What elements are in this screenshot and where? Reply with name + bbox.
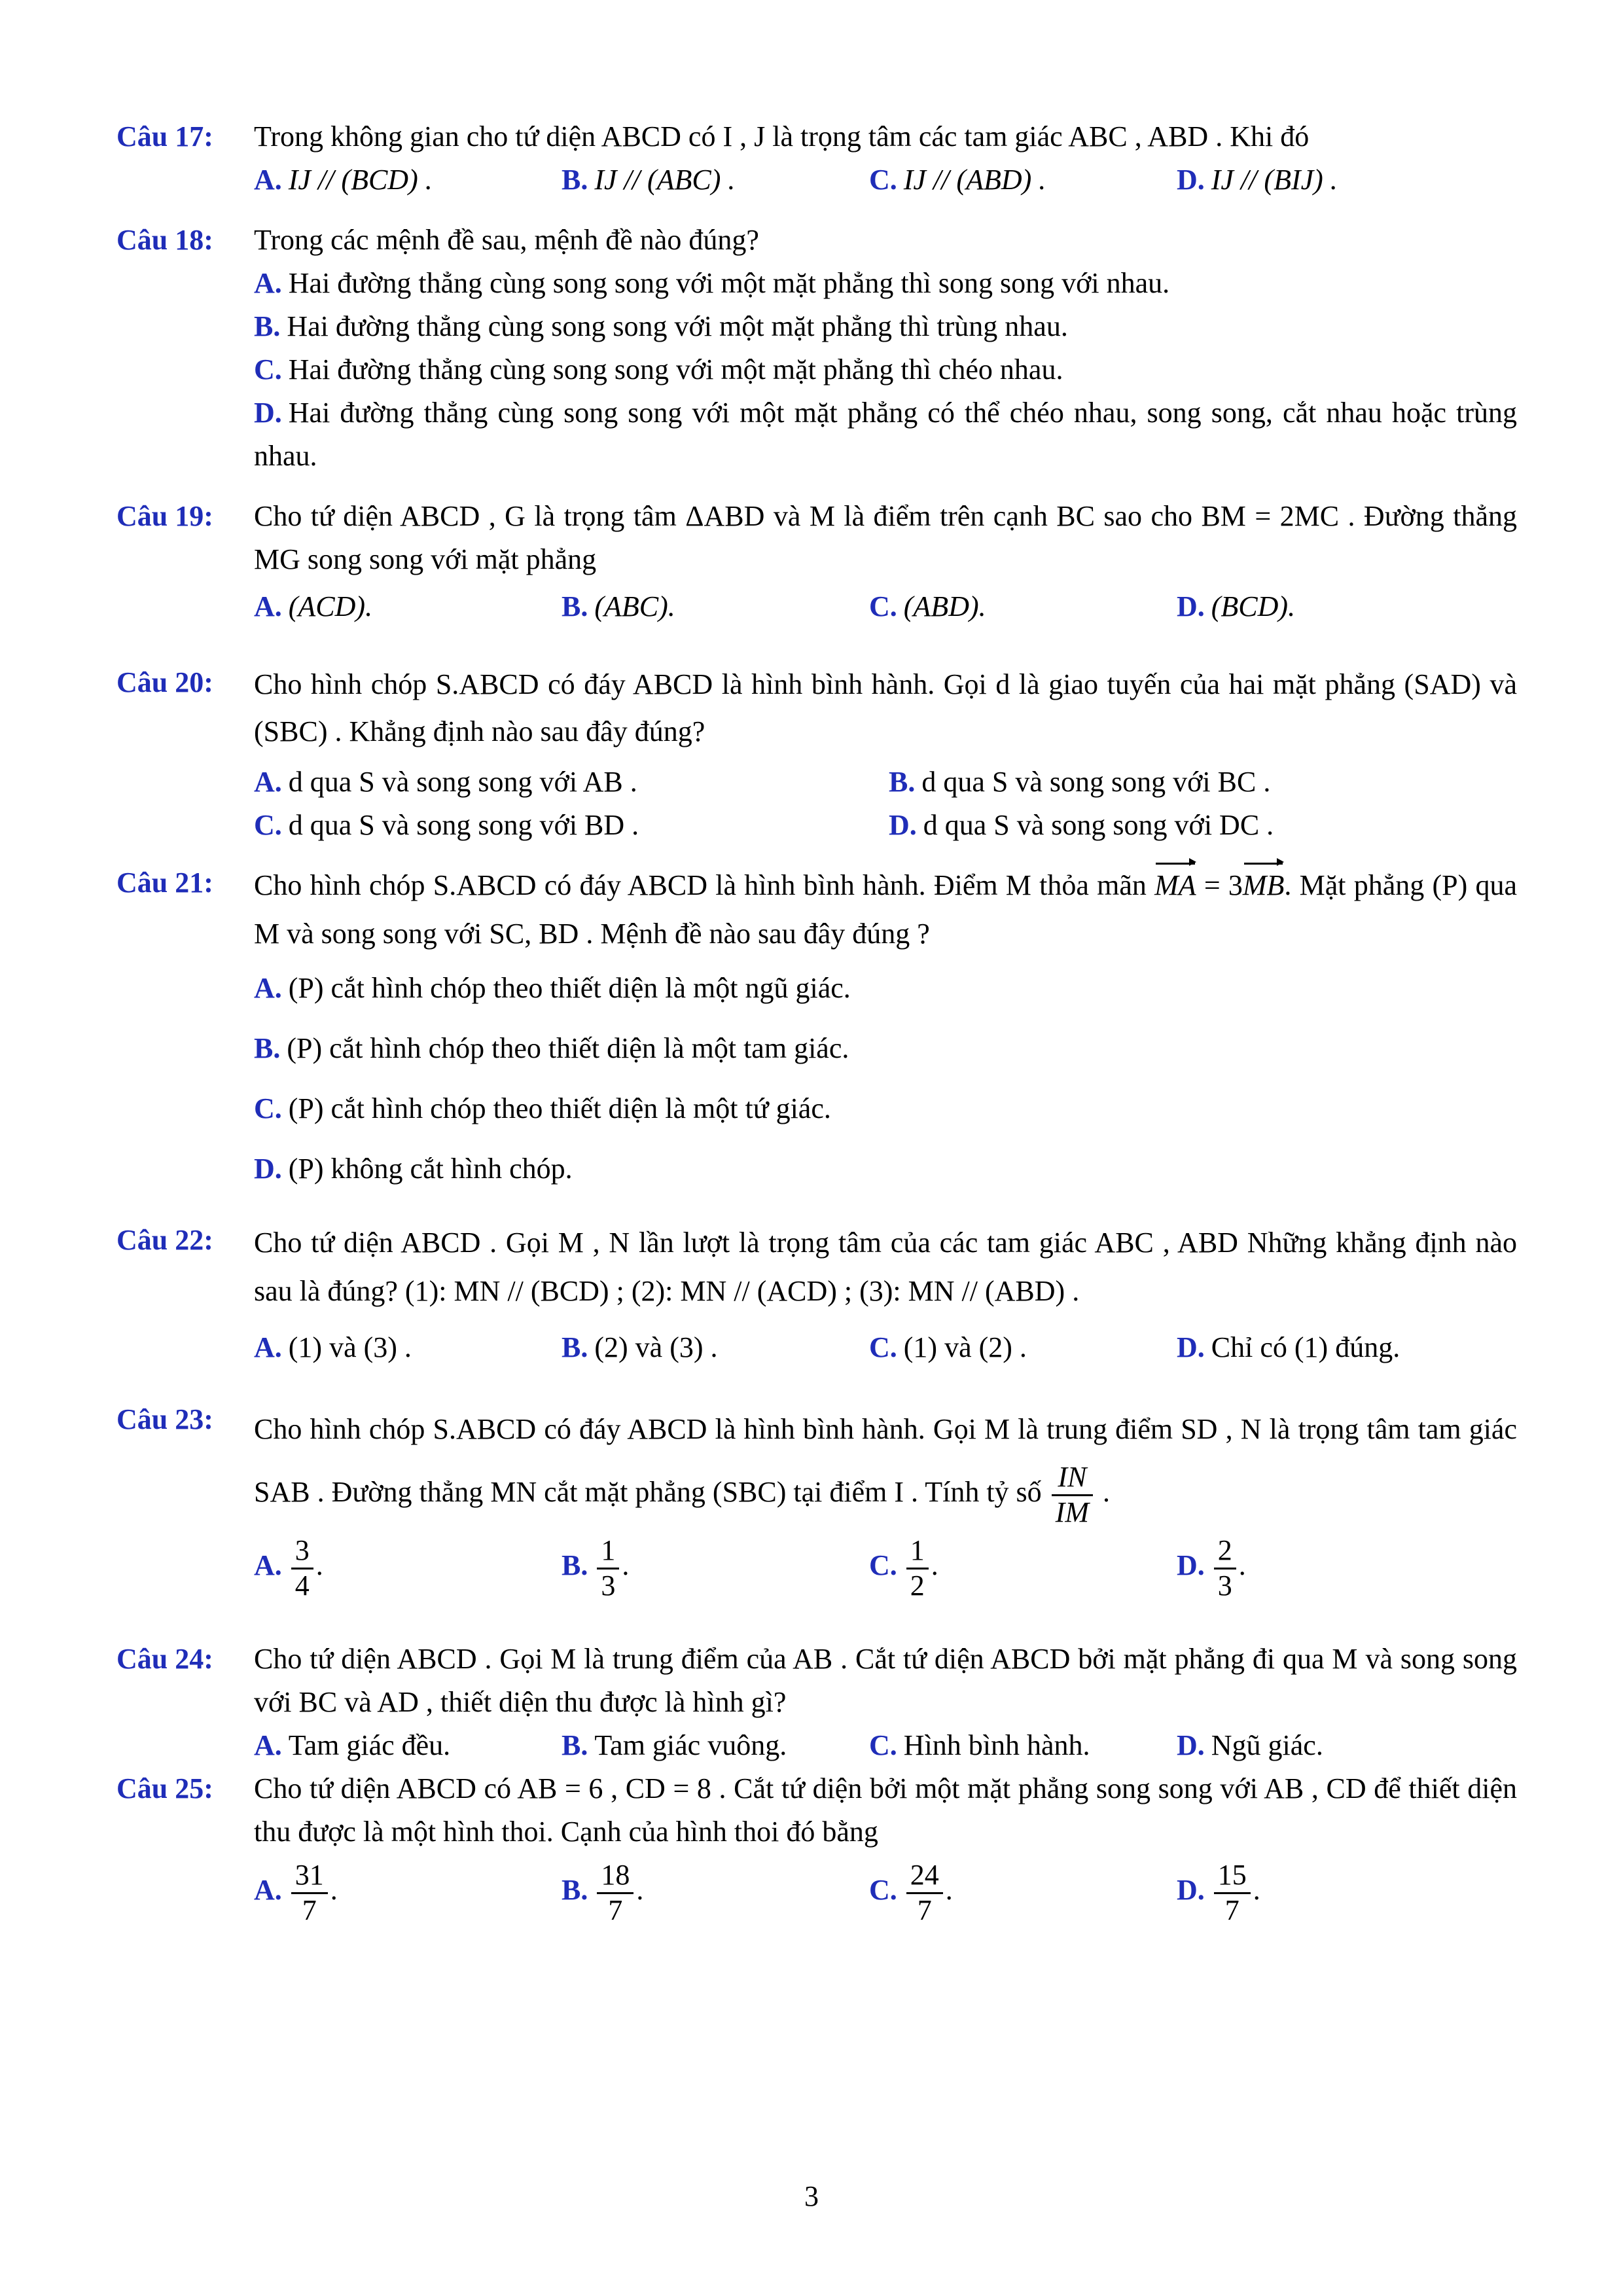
question-stem: Cho hình chóp S.ABCD có đáy ABCD là hình bình hành. Gọi M là trung điểm SD , N là trọng tâm tam giác SAB . Đường thẳng MN cắt mặt phẳng (SBC) tại điểm I . Tính tỷ số $\frac{IN}{IM}$ . (254, 1413, 1517, 1528)
option-text: (1) và (3) . (288, 1331, 412, 1363)
option-text: (ACD). (288, 590, 373, 622)
option-a[interactable]: A. $\frac{3}{4}$ . (254, 1534, 323, 1602)
option-letter: D. (254, 397, 282, 429)
question-label: Câu 17: (116, 120, 213, 152)
option-a[interactable] (254, 958, 1517, 1018)
option-b[interactable] (562, 158, 869, 202)
vector-ma: MA (1154, 861, 1196, 910)
option-letter: A. (254, 1874, 282, 1907)
option-text: (1) và (2) . (903, 1331, 1027, 1363)
fraction-numerator: 15 (1214, 1859, 1251, 1894)
option-text: (P) cắt hình chóp theo thiết diện là một tam giác. (287, 1032, 849, 1064)
option-letter: C. (869, 1549, 897, 1582)
option-letter: A. (254, 1331, 282, 1363)
option-letter: A. (254, 766, 282, 798)
options-row (254, 804, 1517, 847)
option-text: Tam giác vuông. (594, 1729, 787, 1761)
fraction-denominator: 3 (601, 1569, 616, 1602)
question-21 (116, 861, 1517, 1199)
fraction-numerator: 1 (906, 1534, 929, 1570)
option-text: Hai đường thẳng cùng song song với một mặt phẳng thì trùng nhau. (287, 310, 1068, 342)
stem-eq: = 3 (1204, 869, 1243, 901)
option-b[interactable] (562, 1326, 869, 1369)
question-stem: Cho hình chóp S.ABCD có đáy ABCD là hình bình hành. Gọi d là giao tuyến của hai mặt phẳng (SAD) và (SBC) . Khẳng định nào sau đây đúng? (254, 668, 1517, 747)
option-d[interactable] (1177, 158, 1484, 202)
option-a[interactable] (254, 1724, 562, 1767)
options-list (254, 958, 1517, 1199)
question-label: Câu 25: (116, 1772, 213, 1804)
question-stem: Cho tứ diện ABCD . Gọi M là trung điểm của AB . Cắt tứ diện ABCD bởi mặt phẳng đi qua M và song song với BC và AD , thiết diện thu được là hình gì? (254, 1643, 1517, 1718)
option-c[interactable] (869, 585, 1177, 628)
option-b[interactable] (254, 1018, 1517, 1079)
options-row (254, 1859, 1517, 1927)
question-23 (116, 1398, 1517, 1602)
stem-text: . Mặt phẳng (P) qua M và song song với SC, BD . Mệnh đề nào sau đây đúng ? (254, 869, 1518, 950)
option-a[interactable] (254, 761, 889, 804)
option-text: Ngũ giác. (1211, 1729, 1323, 1761)
option-c[interactable] (869, 1724, 1177, 1767)
question-label: Câu 18: (116, 224, 213, 256)
option-c[interactable] (254, 1079, 1517, 1139)
option-letter: A. (254, 267, 282, 299)
option-text: IJ // (ABD) . (903, 164, 1046, 196)
option-text: (P) không cắt hình chóp. (288, 1153, 573, 1185)
option-c[interactable] (254, 804, 889, 847)
option-fraction (291, 1534, 313, 1602)
question-stem: Cho tứ diện ABCD có AB = 6 , CD = 8 . Cắt tứ diện bởi một mặt phẳng song song với AB , CD để thiết diện thu được là một hình thoi. Cạnh của hình thoi đó bằng (254, 1772, 1517, 1848)
option-letter: A. (254, 972, 282, 1004)
option-letter: B. (889, 766, 916, 798)
fraction-denominator: 3 (1217, 1569, 1232, 1602)
option-letter: B. (254, 1032, 281, 1064)
option-c[interactable] (869, 1326, 1177, 1369)
question-stem (254, 861, 1517, 958)
option-d[interactable]: D. $\frac{15}{7}$ . (1177, 1859, 1260, 1926)
option-letter: C. (869, 1331, 897, 1363)
option-letter: C. (254, 1092, 282, 1124)
option-text: d qua S và song song với BD . (288, 809, 639, 841)
question-label: Câu 23: (116, 1403, 213, 1435)
options-list (254, 262, 1517, 478)
option-text: IJ // (BIJ) . (1211, 164, 1338, 196)
option-letter: C. (869, 1729, 897, 1761)
option-text: Hai đường thẳng cùng song song với một mặt phẳng thì song song với nhau. (288, 267, 1170, 299)
stem-text: Cho hình chóp S.ABCD có đáy ABCD là hình bình hành. Điểm M thỏa mãn (254, 869, 1147, 901)
option-c[interactable]: C. $\frac{24}{7}$ . (869, 1859, 953, 1926)
option-letter: D. (254, 1153, 282, 1185)
option-letter: B. (562, 1331, 588, 1363)
option-fraction (291, 1859, 328, 1927)
option-letter: D. (1177, 1331, 1205, 1363)
option-d[interactable] (1177, 585, 1484, 628)
option-text: Tam giác đều. (288, 1729, 451, 1761)
option-c[interactable]: C. $\frac{1}{2}$ . (869, 1534, 938, 1602)
option-fraction (1214, 1859, 1251, 1927)
options-row (254, 1326, 1517, 1369)
options-row (254, 585, 1517, 628)
option-d[interactable] (254, 391, 1517, 478)
question-17 (116, 115, 1517, 202)
fraction-numerator: IN (1052, 1461, 1093, 1496)
option-letter: C. (254, 353, 282, 386)
ratio-fraction (1052, 1461, 1093, 1529)
option-letter: B. (562, 1549, 588, 1582)
option-fraction (906, 1534, 929, 1602)
option-a[interactable] (254, 1326, 562, 1369)
option-letter: D. (1177, 590, 1205, 622)
option-text: (ABD). (903, 590, 986, 622)
options-row (254, 158, 1517, 202)
option-b[interactable]: B. $\frac{1}{3}$ . (562, 1534, 630, 1602)
fraction-denominator: 7 (302, 1893, 317, 1926)
option-b[interactable] (562, 1724, 869, 1767)
fraction-denominator: 2 (910, 1569, 925, 1602)
question-label: Câu 24: (116, 1643, 213, 1675)
option-fraction (1214, 1534, 1236, 1602)
option-text: Hai đường thẳng cùng song song với một mặt phẳng có thể chéo nhau, song song, cắt nhau hoặc trùng nhau. (254, 397, 1517, 472)
fraction-denominator: 7 (1224, 1893, 1240, 1926)
question-20 (116, 661, 1517, 847)
options-row (254, 761, 1517, 804)
option-letter: D. (1177, 164, 1205, 196)
options-row (254, 1724, 1517, 1767)
stem-text: Cho hình chóp S.ABCD có đáy ABCD là hình bình hành. Gọi M là trung điểm SD , N là trọng tâm tam giác SAB . Đường thẳng MN cắt mặt phẳng (SBC) tại điểm I . Tính tỷ số (254, 1413, 1517, 1509)
option-a[interactable]: A. $\frac{31}{7}$ . (254, 1859, 338, 1926)
option-b[interactable] (254, 305, 1517, 348)
option-letter: A. (254, 1729, 282, 1761)
option-text: Hai đường thẳng cùng song song với một mặt phẳng thì chéo nhau. (288, 353, 1063, 386)
fraction-numerator: 31 (291, 1859, 328, 1894)
option-text: Chỉ có (1) đúng. (1211, 1331, 1400, 1363)
option-letter: D. (1177, 1549, 1205, 1582)
option-d[interactable] (1177, 1724, 1484, 1767)
question-label: Câu 19: (116, 500, 213, 532)
question-25 (116, 1767, 1517, 1927)
option-text: IJ // (ABC) . (594, 164, 736, 196)
option-text: (BCD). (1211, 590, 1296, 622)
option-text: (P) cắt hình chóp theo thiết diện là một tứ giác. (288, 1092, 831, 1124)
page-number: 3 (804, 2180, 819, 2212)
question-stem: Cho tứ diện ABCD , G là trọng tâm ΔABD và M là điểm trên cạnh BC sao cho BM = 2MC . Đường thẳng MG song song với mặt phẳng (254, 500, 1517, 575)
question-24 (116, 1638, 1517, 1767)
option-c[interactable] (254, 348, 1517, 391)
option-letter: A. (254, 1549, 282, 1582)
fraction-numerator: 1 (597, 1534, 619, 1570)
question-stem: Cho tứ diện ABCD . Gọi M , N lần lượt là trọng tâm của các tam giác ABC , ABD Những khẳng định nào sau là đúng? (1): MN // (BCD) ; (2): MN // (ACD) ; (3): MN // (ABD) . (254, 1227, 1517, 1307)
option-b[interactable] (889, 761, 1524, 804)
option-letter: C. (869, 1874, 897, 1907)
option-letter: A. (254, 590, 282, 622)
option-letter: A. (254, 164, 282, 196)
option-fraction (906, 1859, 943, 1927)
option-letter: B. (562, 1874, 588, 1907)
fraction-denominator: 7 (608, 1893, 623, 1926)
option-text: d qua S và song song với DC . (923, 809, 1274, 841)
option-text: (2) và (3) . (594, 1331, 718, 1363)
option-d[interactable] (889, 804, 1524, 847)
option-text: (P) cắt hình chóp theo thiết diện là một ngũ giác. (288, 972, 851, 1004)
options-row (254, 1534, 1517, 1602)
option-letter: D. (1177, 1874, 1205, 1907)
option-c[interactable] (869, 158, 1177, 202)
fraction-numerator: 24 (906, 1859, 943, 1894)
question-19 (116, 495, 1517, 628)
option-d[interactable]: D. $\frac{2}{3}$ . (1177, 1534, 1246, 1602)
option-fraction (597, 1534, 619, 1602)
option-text: (ABC). (594, 590, 675, 622)
question-stem: Trong không gian cho tứ diện ABCD có I , J là trọng tâm các tam giác ABC , ABD . Khi đó (254, 120, 1310, 152)
option-text: d qua S và song song với AB . (288, 766, 637, 798)
option-d[interactable] (1177, 1326, 1484, 1369)
option-letter: C. (254, 809, 282, 841)
option-letter: C. (869, 164, 897, 196)
question-22 (116, 1219, 1517, 1369)
fraction-numerator: 2 (1214, 1534, 1236, 1570)
question-label: Câu 21: (116, 867, 213, 899)
option-letter: B. (562, 590, 588, 622)
question-18 (116, 219, 1517, 478)
option-b[interactable] (562, 585, 869, 628)
option-letter: B. (562, 1729, 588, 1761)
option-letter: D. (1177, 1729, 1205, 1761)
question-label: Câu 22: (116, 1224, 213, 1256)
fraction-numerator: 3 (291, 1534, 313, 1570)
option-b[interactable]: B. $\frac{18}{7}$ . (562, 1859, 644, 1926)
option-d[interactable] (254, 1139, 1517, 1199)
option-a[interactable] (254, 585, 562, 628)
option-fraction (597, 1859, 633, 1927)
option-letter: B. (254, 310, 281, 342)
option-text: d qua S và song song với BC . (921, 766, 1271, 798)
question-label: Câu 20: (116, 666, 213, 698)
option-a[interactable] (254, 158, 562, 202)
option-text: IJ // (BCD) . (288, 164, 433, 196)
fraction-denominator: 7 (917, 1893, 932, 1926)
option-text: Hình bình hành. (903, 1729, 1090, 1761)
fraction-denominator: IM (1055, 1496, 1089, 1528)
option-letter: B. (562, 164, 588, 196)
fraction-numerator: 18 (597, 1859, 633, 1894)
option-letter: D. (889, 809, 917, 841)
question-stem: Trong các mệnh đề sau, mệnh đề nào đúng? (254, 224, 759, 256)
option-letter: C. (869, 590, 897, 622)
vector-mb: MB (1243, 861, 1285, 910)
fraction-denominator: 4 (294, 1569, 310, 1602)
option-a[interactable] (254, 262, 1517, 305)
